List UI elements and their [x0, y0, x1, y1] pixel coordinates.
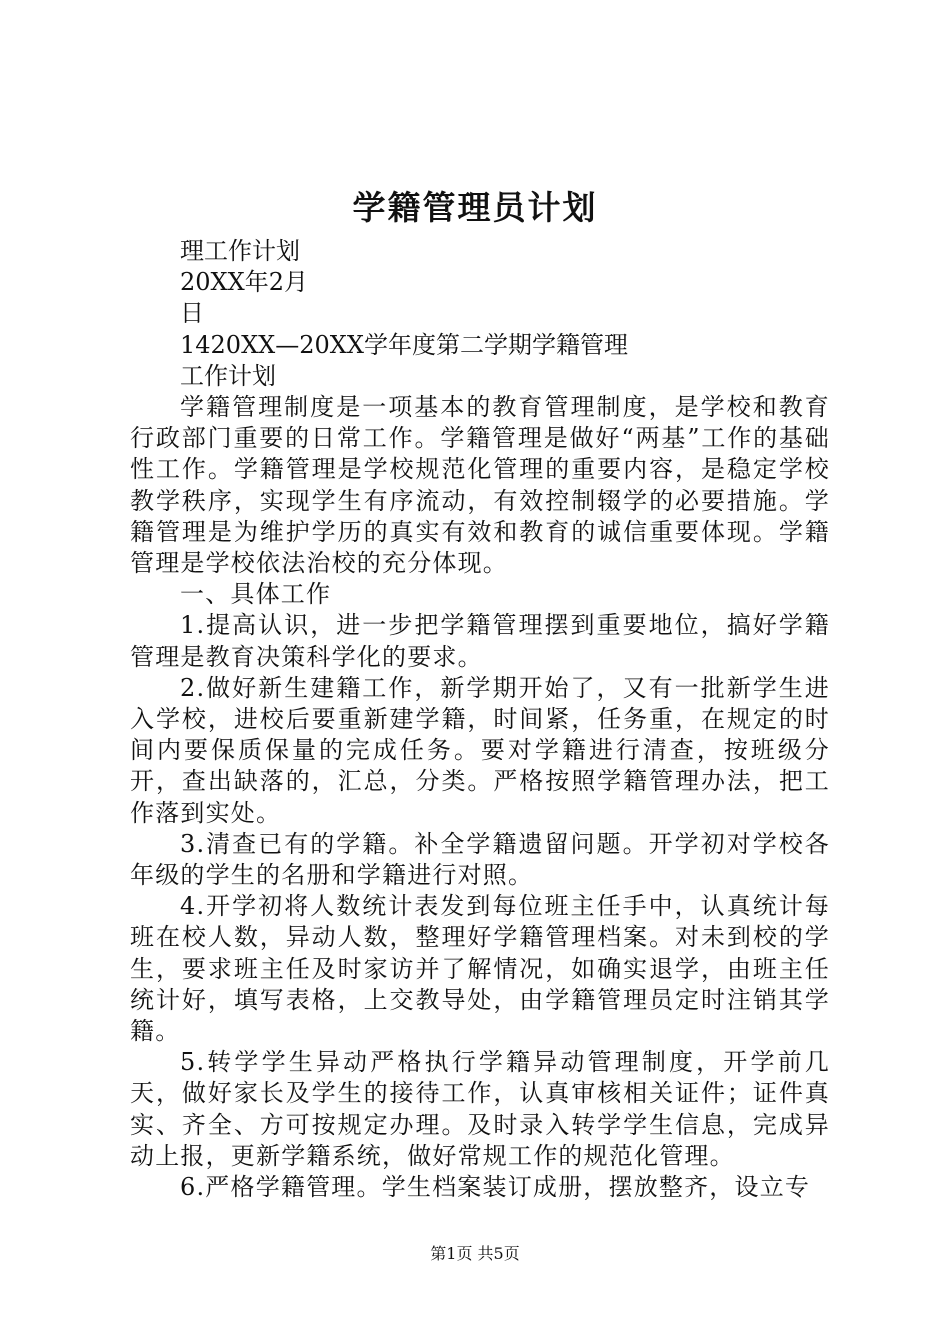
header-line: 1420XX—20XX学年度第二学期学籍管理	[180, 330, 628, 359]
paragraph-item-3: 3.清查已有的学籍。补全学籍遗留问题。开学初对学校各年级的学生的名册和学籍进行对照。	[130, 829, 830, 890]
header-line: 20XX年2月	[180, 268, 308, 297]
paragraph-item-5: 5.转学学生异动严格执行学籍异动管理制度，开学前几天，做好家长及学生的接待工作，认真审核相关证件；证件真实、齐全、方可按规定办理。及时录入转学学生信息，完成异动上报，更新学籍系统，做好常规工作的规范化管理。	[130, 1048, 830, 1170]
paragraph-intro: 学籍管理制度是一项基本的教育管理制度，是学校和教育行政部门重要的日常工作。学籍管理是做好“两基”工作的基础性工作。学籍管理是学校规范化管理的重要内容，是稳定学校教学秩序，实现学生有序流动，有效控制辍学的必要措施。学籍管理是为维护学历的真实有效和教育的诚信重要体现。学籍管理是学校依法治校的充分体现。	[130, 393, 830, 578]
document-title: 学籍管理员计划	[352, 188, 598, 227]
header-line: 理工作计划	[180, 237, 300, 265]
document-body	[130, 236, 830, 1203]
header-line: 日	[180, 299, 204, 328]
section-heading: 一、具体工作	[180, 580, 332, 609]
paragraph-item-4: 4.开学初将人数统计表发到每位班主任手中，认真统计每班在校人数，异动人数，整理好学籍管理档案。对未到校的学生，要求班主任及时家访并了解情况，如确实退学，由班主任统计好，填写表格，上交教导处，由学籍管理员定时注销其学籍。	[130, 892, 830, 1046]
page-footer: 第1页 共5页	[430, 1244, 520, 1263]
paragraph-item-6: 6.严格学籍管理。学生档案装订成册，摆放整齐，设立专	[180, 1173, 811, 1202]
paragraph-item-1: 1.提高认识，进一步把学籍管理摆到重要地位，搞好学籍管理是教育决策科学化的要求。	[130, 611, 830, 671]
paragraph-item-2: 2.做好新生建籍工作，新学期开始了，又有一批新学生进入学校，进校后要重新建学籍，时间紧，任务重，在规定的时间内要保质保量的完成任务。要对学籍进行清查，按班级分开，查出缺落的，汇总，分类。严格按照学籍管理办法，把工作落到实处。	[130, 673, 830, 827]
header-line: 工作计划	[180, 361, 276, 390]
